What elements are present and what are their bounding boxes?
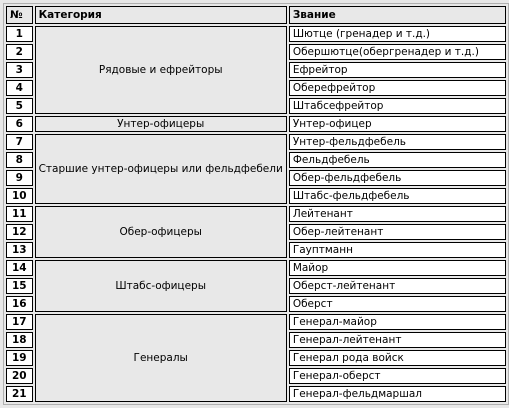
- category-cell: Штабс-офицеры: [35, 260, 287, 312]
- category-cell: Старшие унтер-офицеры или фельдфебели: [35, 134, 287, 204]
- table-row: [6, 314, 506, 330]
- row-number: 2: [6, 44, 33, 60]
- rank-cell: Генерал-оберст: [289, 368, 506, 384]
- rank-cell: Лейтенант: [289, 206, 506, 222]
- header-row: [6, 6, 506, 24]
- rank-cell: Оберст: [289, 296, 506, 312]
- row-number: 20: [6, 368, 33, 384]
- rank-cell: Генерал-фельдмаршал: [289, 386, 506, 402]
- category-cell: Рядовые и ефрейторы: [35, 26, 287, 114]
- row-number: 16: [6, 296, 33, 312]
- row-number: 9: [6, 170, 33, 186]
- category-cell: Унтер-офицеры: [35, 116, 287, 132]
- rank-cell: Генерал-майор: [289, 314, 506, 330]
- row-number: 7: [6, 134, 33, 150]
- row-number: 21: [6, 386, 33, 402]
- rank-cell: Оберефрейтор: [289, 80, 506, 96]
- row-number: 5: [6, 98, 33, 114]
- table-row: [6, 206, 506, 222]
- row-number: 6: [6, 116, 33, 132]
- header-category: Категория: [35, 6, 287, 24]
- row-number: 17: [6, 314, 33, 330]
- rank-cell: Штабс-фельдфебель: [289, 188, 506, 204]
- rank-cell: Гауптманн: [289, 242, 506, 258]
- rank-cell: Шютце (гренадер и т.д.): [289, 26, 506, 42]
- table-row: [6, 134, 506, 150]
- header-num: №: [6, 6, 33, 24]
- category-cell: Генералы: [35, 314, 287, 402]
- rank-cell: Майор: [289, 260, 506, 276]
- row-number: 19: [6, 350, 33, 366]
- row-number: 14: [6, 260, 33, 276]
- row-number: 13: [6, 242, 33, 258]
- rank-cell: Фельдфебель: [289, 152, 506, 168]
- category-cell: Обер-офицеры: [35, 206, 287, 258]
- row-number: 8: [6, 152, 33, 168]
- rank-cell: Оберст-лейтенант: [289, 278, 506, 294]
- ranks-table: [3, 3, 509, 405]
- row-number: 12: [6, 224, 33, 240]
- row-number: 11: [6, 206, 33, 222]
- table-row: [6, 26, 506, 42]
- header-rank: Звание: [289, 6, 506, 24]
- rank-cell: Обер-фельдфебель: [289, 170, 506, 186]
- rank-cell: Унтер-фельдфебель: [289, 134, 506, 150]
- rank-cell: Генерал рода войск: [289, 350, 506, 366]
- row-number: 1: [6, 26, 33, 42]
- rank-cell: Обер-лейтенант: [289, 224, 506, 240]
- rank-cell: Ефрейтор: [289, 62, 506, 78]
- row-number: 10: [6, 188, 33, 204]
- rank-cell: Генерал-лейтенант: [289, 332, 506, 348]
- table-row: [6, 116, 506, 132]
- rank-cell: Унтер-офицер: [289, 116, 506, 132]
- rank-cell: Обершютце(обергренадер и т.д.): [289, 44, 506, 60]
- ranks-body: [6, 26, 506, 402]
- row-number: 18: [6, 332, 33, 348]
- row-number: 3: [6, 62, 33, 78]
- table-row: [6, 260, 506, 276]
- row-number: 15: [6, 278, 33, 294]
- rank-cell: Штабсефрейтор: [289, 98, 506, 114]
- row-number: 4: [6, 80, 33, 96]
